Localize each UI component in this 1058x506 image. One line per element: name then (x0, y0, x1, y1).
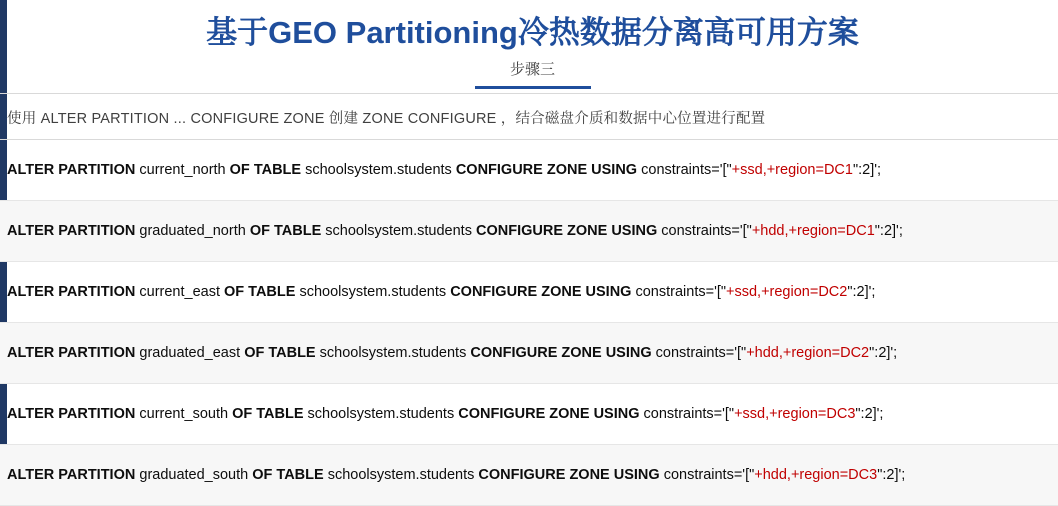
sql-constraint-value: +ssd,+region=DC2 (726, 284, 848, 300)
sql-keyword-alter-partition: ALTER PARTITION (7, 406, 136, 422)
sql-constraints-suffix: ":2]'; (877, 467, 906, 483)
sql-keyword-alter-partition: ALTER PARTITION (7, 467, 136, 483)
sql-partition-name: graduated_east (139, 345, 241, 361)
sql-statement (7, 221, 903, 241)
sql-constraints-suffix: ":2]'; (869, 345, 898, 361)
sql-keyword-alter-partition: ALTER PARTITION (7, 162, 136, 178)
sql-table-name: schoolsystem.students (325, 223, 472, 239)
title-divider (475, 86, 591, 89)
sql-statement (7, 282, 875, 302)
sql-constraints-prefix: constraints='[" (661, 223, 752, 239)
sql-constraints-prefix: constraints='[" (641, 162, 732, 178)
sql-partition-name: current_east (139, 284, 220, 300)
sql-statement (7, 465, 905, 485)
sql-constraint-value: +hdd,+region=DC3 (754, 467, 878, 483)
sql-keyword-of-table: OF TABLE (224, 284, 296, 300)
sql-keyword-configure-zone-using: CONFIGURE ZONE USING (476, 223, 658, 239)
sql-table-name: schoolsystem.students (299, 284, 447, 300)
page-subtitle: 步骤三 (509, 61, 555, 78)
sql-constraint-value: +hdd,+region=DC1 (751, 223, 875, 239)
sql-keyword-of-table: OF TABLE (249, 223, 322, 239)
table-row (0, 140, 1058, 201)
statement-list (0, 140, 1058, 506)
sql-keyword-configure-zone-using: CONFIGURE ZONE USING (478, 467, 660, 483)
sql-statement (7, 160, 881, 180)
sql-keyword-alter-partition: ALTER PARTITION (7, 284, 136, 300)
table-row (0, 262, 1058, 323)
sql-constraints-prefix: constraints='[" (655, 345, 747, 361)
sql-constraints-prefix: constraints='[" (643, 406, 735, 422)
sql-table-name: schoolsystem.students (327, 467, 475, 483)
sql-constraint-value: +ssd,+region=DC3 (734, 406, 856, 422)
sql-constraint-value: +ssd,+region=DC1 (731, 162, 853, 178)
table-row (0, 201, 1058, 262)
sql-table-name: schoolsystem.students (305, 162, 452, 178)
sql-table-name: schoolsystem.students (319, 345, 467, 361)
sql-partition-name: graduated_south (139, 467, 249, 483)
sql-constraints-prefix: constraints='[" (663, 467, 755, 483)
page-title: 基于GEO Partitioning冷热数据分离高可用方案 (206, 15, 859, 50)
sql-constraints-suffix: ":2]'; (855, 406, 884, 422)
description-text: 使用 ALTER PARTITION ... CONFIGURE ZONE 创建 ZONE CONFIGURE ，结合磁盘介质和数据中心位置进行配置 (7, 111, 766, 127)
sql-keyword-configure-zone-using: CONFIGURE ZONE USING (470, 345, 652, 361)
sql-partition-name: graduated_north (139, 223, 246, 239)
sql-partition-name: current_north (139, 162, 226, 178)
sql-keyword-configure-zone-using: CONFIGURE ZONE USING (455, 162, 638, 178)
sql-keyword-alter-partition: ALTER PARTITION (7, 223, 136, 239)
sql-keyword-of-table: OF TABLE (244, 345, 316, 361)
sql-statement (7, 404, 883, 424)
sql-keyword-alter-partition: ALTER PARTITION (7, 345, 136, 361)
sql-constraints-suffix: ":2]'; (874, 223, 903, 239)
sql-keyword-of-table: OF TABLE (229, 162, 302, 178)
sql-table-name: schoolsystem.students (307, 406, 455, 422)
table-row (0, 323, 1058, 384)
table-row (0, 445, 1058, 506)
sql-partition-name: current_south (139, 406, 229, 422)
sql-constraints-suffix: ":2]'; (852, 162, 882, 178)
sql-keyword-of-table: OF TABLE (232, 406, 304, 422)
table-row (0, 384, 1058, 445)
sql-constraints-prefix: constraints='[" (635, 284, 727, 300)
sql-keyword-configure-zone-using: CONFIGURE ZONE USING (450, 284, 632, 300)
rule-top (0, 93, 1058, 94)
sql-constraints-suffix: ":2]'; (847, 284, 876, 300)
sql-statement (7, 343, 897, 363)
sql-keyword-of-table: OF TABLE (252, 467, 324, 483)
sql-keyword-configure-zone-using: CONFIGURE ZONE USING (458, 406, 640, 422)
sql-constraint-value: +hdd,+region=DC2 (746, 345, 870, 361)
